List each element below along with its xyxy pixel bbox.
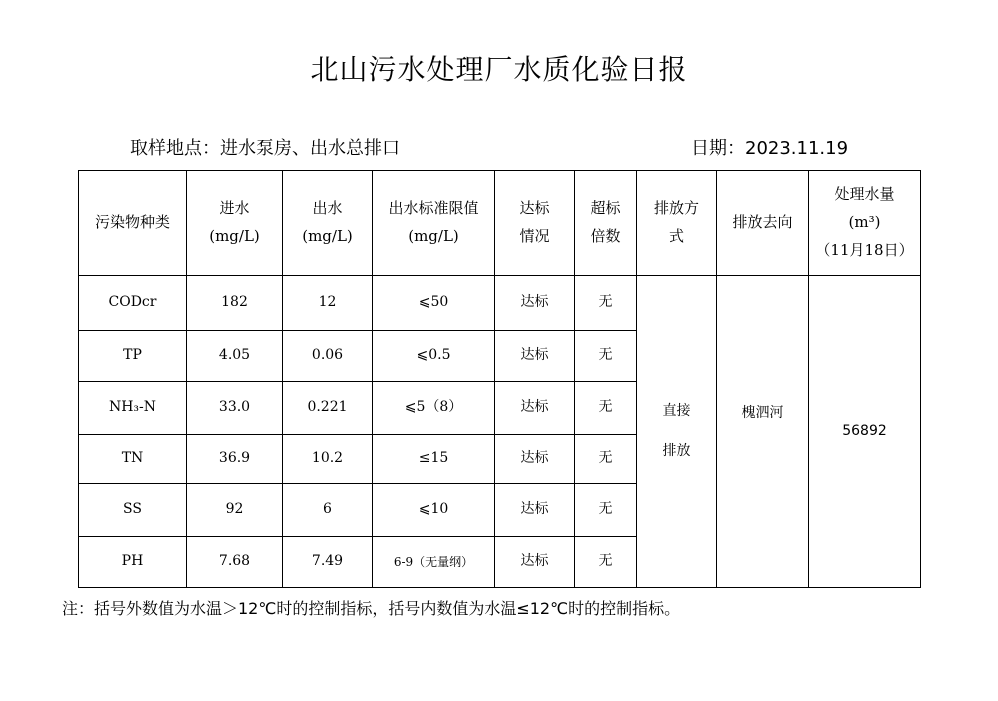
header-status-line2: 情况 [519,227,550,245]
status-cell: 达标 [495,537,575,588]
header-mode-line1: 排放方 [653,199,699,218]
header-mode-line2: 式 [668,227,684,245]
over-cell: 无 [575,331,637,382]
sampling-location: 取样地点：进水泵房、出水总排口 [130,138,400,159]
outflow-cell: 6 [283,484,373,537]
pollutant-cell: TP [79,331,187,382]
header-limit [373,171,495,276]
pollutant-cell: SS [79,484,187,537]
status-cell: 达标 [495,435,575,484]
header-limit-unit: (mg/L) [408,227,459,245]
inflow-cell: 182 [187,276,283,331]
inflow-cell: 7.68 [187,537,283,588]
outflow-cell: 10.2 [283,435,373,484]
over-cell: 无 [575,435,637,484]
header-over [575,171,637,276]
footnote: 注：括号外数值为水温＞12℃时的控制指标，括号内数值为水温≤12℃时的控制指标。 [62,599,681,618]
inflow-cell: 36.9 [187,435,283,484]
limit-cell: 6-9（无量纲） [373,537,495,588]
header-outflow-unit: (mg/L) [302,227,353,245]
pollutant-cell: PH [79,537,187,588]
water-quality-table [78,170,921,588]
limit-cell: ≤15 [373,435,495,484]
table-row [79,276,921,331]
header-inflow [187,171,283,276]
discharge-mode-line2: 排放 [662,442,691,459]
over-cell: 无 [575,537,637,588]
status-cell: 达标 [495,484,575,537]
outflow-cell: 0.221 [283,382,373,435]
inflow-cell: 33.0 [187,382,283,435]
status-cell: 达标 [495,276,575,331]
limit-cell: ⩽5（8） [373,382,495,435]
status-cell: 达标 [495,382,575,435]
report-date: 日期：2023.11.19 [691,138,849,159]
outflow-cell: 0.06 [283,331,373,382]
header-volume-line1: 处理水量 [834,185,895,204]
page-title: 北山污水处理厂水质化验日报 [310,53,688,86]
header-status-line1: 达标 [519,199,550,218]
header-mode [637,171,717,276]
pollutant-cell: TN [79,435,187,484]
header-over-line1: 超标 [590,199,621,218]
header-destination: 排放去向 [717,171,809,276]
pollutant-cell: CODcr [79,276,187,331]
discharge-mode-line1: 直接 [662,402,691,419]
header-pollutant: 污染物种类 [79,171,187,276]
header-row [79,171,921,276]
header-volume [809,171,921,276]
header-outflow [283,171,373,276]
pollutant-cell: NH₃-N [79,382,187,435]
inflow-cell: 4.05 [187,331,283,382]
over-cell: 无 [575,484,637,537]
header-inflow-label: 进水 [219,199,250,218]
header-status [495,171,575,276]
limit-cell: ⩽0.5 [373,331,495,382]
discharge-destination-cell: 槐泗河 [717,276,809,588]
outflow-cell: 12 [283,276,373,331]
limit-cell: ⩽10 [373,484,495,537]
header-volume-unit: (m³) [848,213,881,232]
inflow-cell: 92 [187,484,283,537]
header-over-line2: 倍数 [590,227,621,245]
discharge-mode-cell [637,276,717,588]
over-cell: 无 [575,382,637,435]
header-inflow-unit: (mg/L) [209,227,260,245]
header-outflow-label: 出水 [312,199,343,218]
header-volume-date: （11月18日） [815,240,914,259]
limit-cell: ⩽50 [373,276,495,331]
header-limit-label: 出水标准限值 [388,199,479,218]
over-cell: 无 [575,276,637,331]
treated-volume-cell: 56892 [809,276,921,588]
status-cell: 达标 [495,331,575,382]
outflow-cell: 7.49 [283,537,373,588]
